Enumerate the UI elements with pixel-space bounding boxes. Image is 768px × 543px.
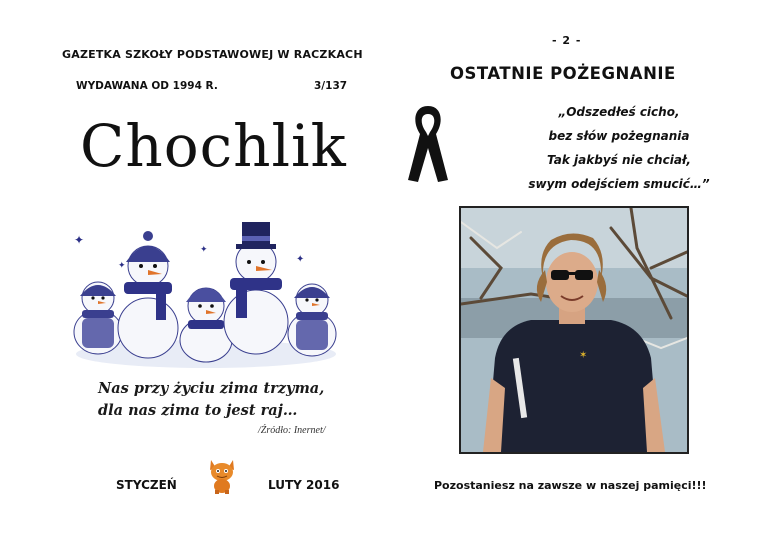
portrait-photo [459, 206, 689, 454]
svg-text:✦: ✦ [74, 233, 85, 247]
poem-line: Nas przy życiu zima trzyma, [98, 380, 325, 397]
imp-mascot-icon [207, 458, 237, 494]
quote-line: swym odejściem smucić…” [528, 177, 710, 191]
snowmen-family-illustration [66, 222, 346, 372]
gazette-title: GAZETKA SZKOŁY PODSTAWOWEJ W RACZKACH [62, 48, 363, 61]
quote-line: „Odszedłeś cicho, [558, 105, 680, 119]
svg-text:✦: ✦ [118, 261, 126, 271]
quote-line: Tak jakbyś nie chciał, [547, 153, 691, 167]
svg-text:✦: ✦ [296, 254, 305, 265]
closing-line: Pozostaniesz na zawsze w naszej pamięci!!! [434, 479, 707, 492]
farewell-quote [494, 100, 744, 196]
issue-number: 3/137 [314, 80, 348, 92]
image-source: /Źródło: Inernet/ [258, 425, 326, 436]
page-number: - 2 - [552, 34, 582, 47]
page-heading: OSTATNIE POŻEGNANIE [450, 64, 676, 83]
masthead-title: Chochlik [80, 112, 347, 180]
memorial-page [384, 0, 768, 543]
svg-text:✦: ✦ [200, 245, 208, 255]
quote-line: bez słów pożegnania [548, 129, 690, 143]
svg-text:✶: ✶ [579, 350, 588, 361]
mourning-ribbon-icon [408, 104, 448, 184]
poem-line: dla nas zima to jest raj… [98, 402, 298, 419]
published-since: WYDAWANA OD 1994 R. [76, 80, 218, 92]
poem [98, 378, 324, 422]
month-start: STYCZEŃ [116, 478, 177, 492]
month-end: LUTY 2016 [268, 478, 340, 492]
